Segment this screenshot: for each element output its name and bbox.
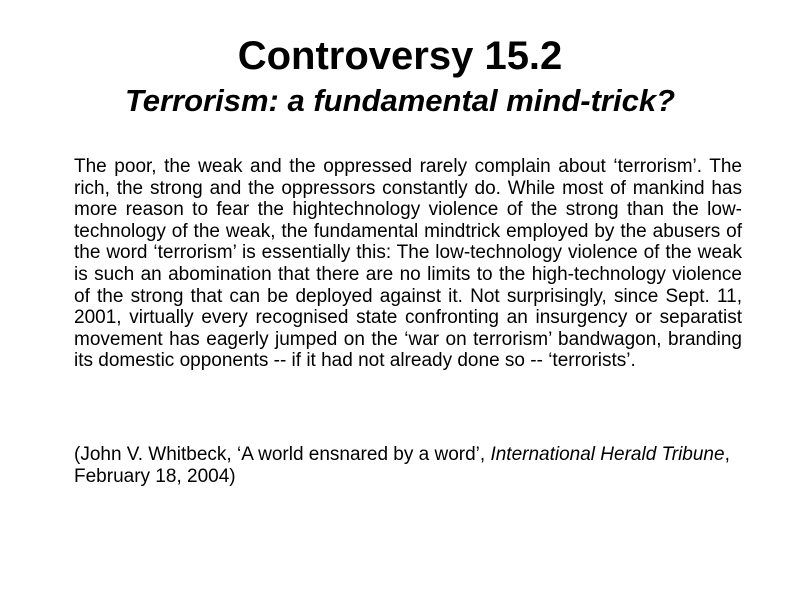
citation-suffix: , February 18, 2004) [74, 444, 730, 487]
slide-subtitle: Terrorism: a fundamental mind-trick? [124, 83, 676, 118]
citation-prefix: (John V. Whitbeck, ‘A world ensnared by a word’, [74, 444, 491, 465]
citation-publication: International Herald Tribune [490, 444, 725, 465]
slide-title: Controversy 15.2 [237, 34, 563, 78]
quote-paragraph: The poor, the weak and the oppressed rarely complain about ‘terrorism’. The rich, the strong and the oppressors constantly do. While most of mankind has more reason to fear the hightechnology violence of the strong than the low-technology of the weak, the fundamental mindtrick employed by the abusers of the word ‘terrorism’ is essentially this: The low-technology violence of the weak is such an abomination that there are no limits to the high-technology violence of the strong that can be deployed against it. Not surprisingly, since Sept. 11, 2001, virtually every recognised state confronting an insurgency or separatist movement has eagerly jumped on the ‘war on terrorism’ bandwagon, branding its domestic opponents -- if it had not already done so -- ‘terrorists’. [74, 156, 742, 372]
citation [74, 444, 742, 488]
